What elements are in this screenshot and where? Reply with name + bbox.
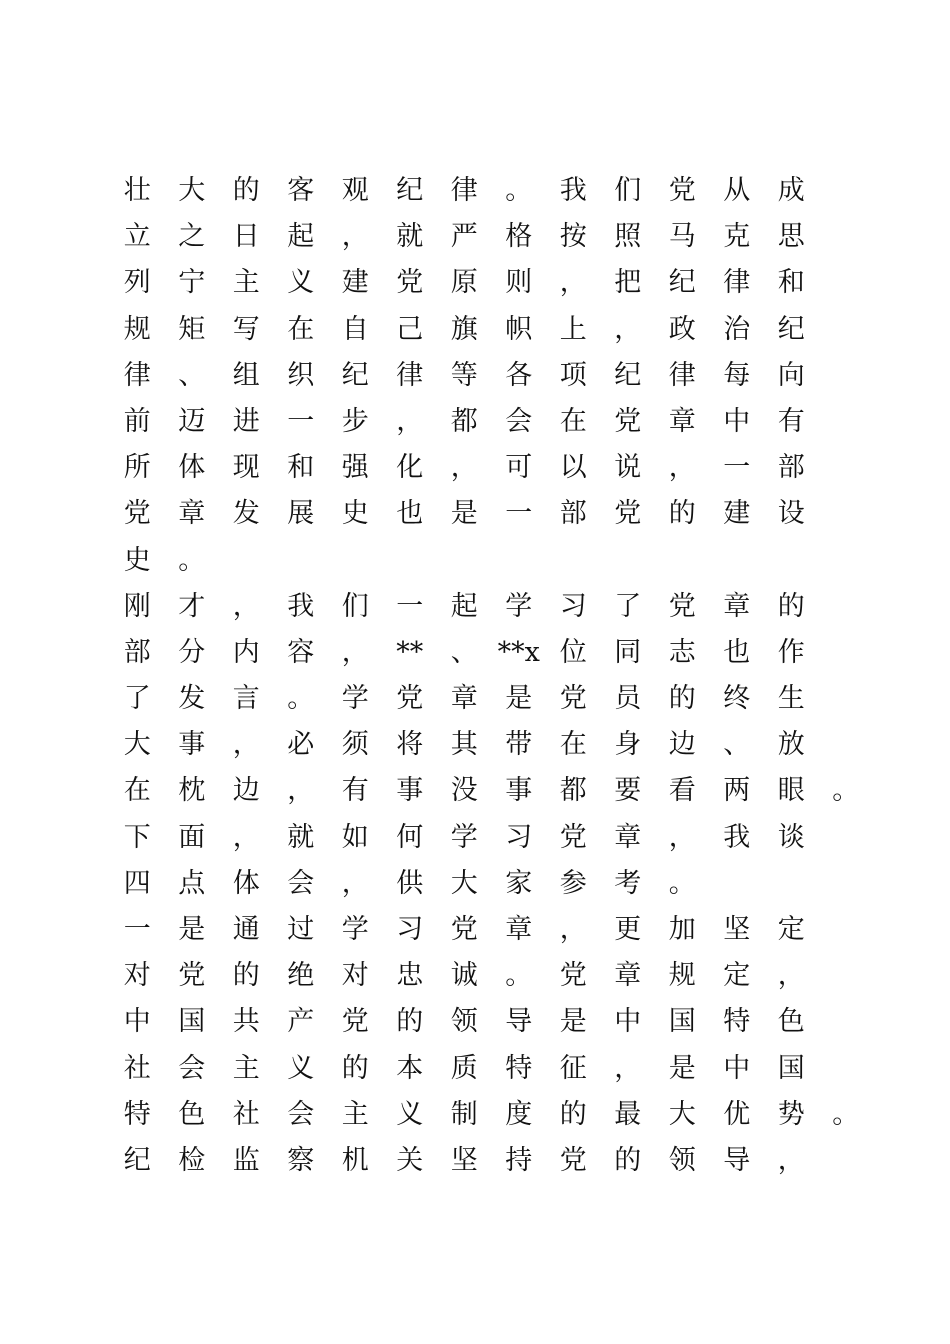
- text-char: 强: [341, 452, 369, 484]
- text-char: 义: [287, 267, 315, 299]
- text-char: 谈: [777, 821, 805, 853]
- text-char: 也: [723, 636, 751, 668]
- text-char: 放: [777, 729, 805, 761]
- text-line: [110, 815, 850, 861]
- text-char: 我: [559, 175, 587, 206]
- text-char: 照: [614, 221, 642, 253]
- text-char: 党: [614, 498, 642, 530]
- text-char: 何: [396, 821, 424, 853]
- text-char: 部: [777, 452, 805, 484]
- text-line: [110, 1046, 850, 1092]
- text-char: 会: [505, 405, 533, 437]
- text-char: ，: [396, 405, 424, 437]
- text-char: 中: [723, 405, 751, 437]
- text-char: 学: [341, 683, 369, 715]
- text-char: 的: [559, 1098, 587, 1130]
- text-char: 就: [396, 221, 424, 253]
- text-char: 四: [123, 867, 151, 899]
- text-char: 领: [668, 1144, 696, 1176]
- text-char: 、: [723, 729, 751, 761]
- text-char: 律: [723, 267, 751, 299]
- text-char: 会: [287, 867, 315, 899]
- text-char: ，: [668, 452, 696, 484]
- text-line: [110, 999, 850, 1045]
- text-char: 纪: [668, 267, 696, 299]
- text-char: 持: [505, 1144, 533, 1176]
- text-char: 终: [723, 683, 751, 715]
- text-char: 。: [505, 175, 533, 206]
- text-char: 起: [450, 590, 478, 622]
- text-char: 位: [559, 636, 587, 668]
- text-char: 纪: [777, 313, 805, 345]
- text-char: 立: [123, 221, 151, 253]
- text-char: 项: [559, 359, 587, 391]
- text-char: 在: [559, 729, 587, 761]
- text-char: 党: [559, 1144, 587, 1176]
- text-char: 的: [341, 1052, 369, 1084]
- text-char: 可: [505, 452, 533, 484]
- text-char: 定: [777, 914, 805, 945]
- text-char: 们: [341, 590, 369, 622]
- text-char: 参: [559, 867, 587, 899]
- text-char: 。: [668, 867, 696, 899]
- body-text: [110, 168, 860, 1184]
- text-char: 将: [396, 729, 424, 761]
- text-char: 把: [614, 267, 642, 299]
- text-char: 都: [450, 405, 478, 437]
- text-char: 史: [123, 544, 151, 576]
- text-char: 马: [668, 221, 696, 253]
- text-char: 有: [777, 405, 805, 437]
- text-char: 按: [559, 221, 587, 253]
- text-char: 义: [396, 1098, 424, 1130]
- text-char: 检: [178, 1144, 206, 1176]
- text-char: 学: [505, 590, 533, 622]
- text-char: 化: [396, 452, 424, 484]
- text-char: 的: [232, 175, 260, 206]
- text-char: 同: [614, 636, 642, 668]
- text-char: 两: [723, 775, 751, 807]
- text-char: ，: [232, 729, 260, 761]
- text-char: 的: [777, 590, 805, 622]
- text-char: 。: [832, 775, 860, 807]
- text-char: 生: [777, 683, 805, 715]
- text-char: 向: [777, 359, 805, 391]
- text-char: 现: [232, 452, 260, 484]
- text-char: 自: [341, 313, 369, 345]
- text-char: 事: [505, 775, 533, 807]
- text-char: 帜: [505, 313, 533, 345]
- text-char: 对: [341, 960, 369, 992]
- text-char: ，: [614, 1052, 642, 1084]
- text-char: 克: [723, 221, 751, 253]
- text-char: 大: [668, 1098, 696, 1130]
- text-char: ，: [287, 775, 315, 807]
- text-char: 国: [668, 1006, 696, 1038]
- text-char: 建: [341, 267, 369, 299]
- text-char: 所: [123, 452, 151, 484]
- text-char: 主: [232, 267, 260, 299]
- text-char: 发: [232, 498, 260, 530]
- text-char: 枕: [178, 775, 206, 807]
- text-char: 从: [723, 175, 751, 206]
- text-char: 织: [287, 359, 315, 391]
- text-char: ，: [559, 267, 587, 299]
- text-char: 习: [559, 590, 587, 622]
- text-char: 加: [668, 914, 696, 945]
- text-char: 党: [450, 914, 478, 945]
- text-char: ，: [777, 1144, 805, 1176]
- text-char: 会: [178, 1052, 206, 1084]
- text-char: 特: [123, 1098, 151, 1130]
- text-char: 势: [777, 1098, 805, 1130]
- text-char: 一: [123, 914, 151, 945]
- text-char: 度: [505, 1098, 533, 1130]
- text-char: 政: [668, 313, 696, 345]
- text-char: 纪: [396, 175, 424, 206]
- text-char: 供: [396, 867, 424, 899]
- text-char: ，: [232, 590, 260, 622]
- text-char: 体: [232, 867, 260, 899]
- text-char: 是: [450, 498, 478, 530]
- text-char: 要: [614, 775, 642, 807]
- text-char: 制: [450, 1098, 478, 1130]
- text-char: 中: [723, 1052, 751, 1084]
- text-char: 点: [178, 867, 206, 899]
- text-char: 本: [396, 1052, 424, 1084]
- text-line: [110, 630, 850, 676]
- text-char: 容: [287, 636, 315, 668]
- text-char: 大: [123, 729, 151, 761]
- text-char: 身: [614, 729, 642, 761]
- text-char: 中: [123, 1006, 151, 1038]
- text-char: 国: [178, 1006, 206, 1038]
- text-char: ，: [450, 452, 478, 484]
- text-char: 在: [559, 405, 587, 437]
- text-char: 考: [614, 867, 642, 899]
- text-char: 展: [287, 498, 315, 530]
- text-char: 征: [559, 1052, 587, 1084]
- text-line: [110, 491, 850, 537]
- text-char: 最: [614, 1098, 642, 1130]
- text-line: [110, 168, 850, 214]
- text-char: 质: [450, 1052, 478, 1084]
- text-char: 习: [505, 821, 533, 853]
- text-char: 、: [178, 359, 206, 391]
- text-char: 社: [123, 1052, 151, 1084]
- text-char: 我: [723, 821, 751, 853]
- text-char: 起: [287, 221, 315, 253]
- text-char: 察: [287, 1144, 315, 1176]
- text-line: [110, 768, 860, 814]
- text-char: 就: [287, 821, 315, 853]
- text-char: 刚: [123, 590, 151, 622]
- text-line: [110, 445, 850, 491]
- text-line: [110, 861, 850, 907]
- text-char: ，: [341, 636, 369, 668]
- text-char: 义: [287, 1052, 315, 1084]
- text-char: ，: [559, 914, 587, 945]
- text-char: 有: [341, 775, 369, 807]
- text-char: 我: [287, 590, 315, 622]
- text-char: 宁: [178, 267, 206, 299]
- text-char: 也: [396, 498, 424, 530]
- text-char: 党: [396, 267, 424, 299]
- text-char: 纪: [123, 1144, 151, 1176]
- text-char: 观: [341, 175, 369, 206]
- text-line: [110, 676, 850, 722]
- text-char: 党: [178, 960, 206, 992]
- text-char: 是: [668, 1052, 696, 1084]
- text-char: 带: [505, 729, 533, 761]
- text-char: 步: [341, 405, 369, 437]
- text-char: 、: [450, 636, 478, 668]
- text-char: 是: [559, 1006, 587, 1038]
- text-char: 导: [505, 1006, 533, 1038]
- text-char: 体: [178, 452, 206, 484]
- text-char: 部: [123, 636, 151, 668]
- text-char: 迈: [178, 405, 206, 437]
- text-char: 。: [505, 960, 533, 992]
- text-char: 国: [777, 1052, 805, 1084]
- text-char: 产: [287, 1006, 315, 1038]
- text-char: 旗: [450, 313, 478, 345]
- text-char: 诚: [450, 960, 478, 992]
- text-line: [110, 214, 850, 260]
- text-char: 边: [232, 775, 260, 807]
- text-char: 色: [777, 1006, 805, 1038]
- text-line: [110, 353, 850, 399]
- text-line: [110, 584, 850, 630]
- text-char: 则: [505, 267, 533, 299]
- text-char: 定: [723, 960, 751, 992]
- text-char: 党: [559, 821, 587, 853]
- text-char: 其: [450, 729, 478, 761]
- text-char: 都: [559, 775, 587, 807]
- text-line: [110, 907, 850, 953]
- text-char: 志: [668, 636, 696, 668]
- text-char: 学: [450, 821, 478, 853]
- text-char: 边: [668, 729, 696, 761]
- text-char: 学: [341, 914, 369, 945]
- text-char: 一: [723, 452, 751, 484]
- text-char: 律: [450, 175, 478, 206]
- text-char: 设: [777, 498, 805, 530]
- text-char: 特: [723, 1006, 751, 1038]
- text-char: 党: [614, 405, 642, 437]
- text-char: 。: [178, 544, 206, 576]
- text-char: 员: [614, 683, 642, 715]
- text-char: 章: [505, 914, 533, 945]
- text-char: 色: [178, 1098, 206, 1130]
- text-char: 没: [450, 775, 478, 807]
- text-char: ，: [341, 867, 369, 899]
- text-char: 大: [178, 175, 206, 206]
- text-char: 事: [396, 775, 424, 807]
- text-char: 进: [232, 405, 260, 437]
- text-char: 通: [232, 914, 260, 945]
- text-char: 章: [723, 590, 751, 622]
- text-char: 前: [123, 405, 151, 437]
- text-char: 规: [668, 960, 696, 992]
- text-char: 机: [341, 1144, 369, 1176]
- text-line: [110, 399, 850, 445]
- text-char: 的: [668, 498, 696, 530]
- text-char: 和: [287, 452, 315, 484]
- text-char: 党: [668, 590, 696, 622]
- text-char: 党: [123, 498, 151, 530]
- text-char: 在: [287, 313, 315, 345]
- text-char: 主: [232, 1052, 260, 1084]
- text-char: ，: [614, 313, 642, 345]
- text-char: 发: [178, 683, 206, 715]
- text-char: 严: [450, 221, 478, 253]
- text-char: 习: [396, 914, 424, 945]
- text-char: 绝: [287, 960, 315, 992]
- text-char: 律: [668, 359, 696, 391]
- text-char: 面: [178, 821, 206, 853]
- text-char: 更: [614, 914, 642, 945]
- text-char: 章: [614, 821, 642, 853]
- text-char: 和: [777, 267, 805, 299]
- text-char: 党: [668, 175, 696, 206]
- text-char: 监: [232, 1144, 260, 1176]
- text-char: 大: [450, 867, 478, 899]
- text-line: [110, 538, 850, 584]
- text-char: 坚: [723, 914, 751, 945]
- text-char: 章: [178, 498, 206, 530]
- text-char: 列: [123, 267, 151, 299]
- text-char: ，: [341, 221, 369, 253]
- text-line: [110, 953, 850, 999]
- text-char: 一: [505, 498, 533, 530]
- text-char: 纪: [614, 359, 642, 391]
- text-char: 写: [232, 313, 260, 345]
- text-char: 思: [777, 221, 805, 253]
- text-char: 纪: [341, 359, 369, 391]
- text-char: 各: [505, 359, 533, 391]
- text-char: 对: [123, 960, 151, 992]
- text-char: 说: [614, 452, 642, 484]
- text-line: [110, 1138, 850, 1184]
- text-char: 律: [123, 359, 151, 391]
- text-char: 。: [287, 683, 315, 715]
- text-char: **x: [497, 636, 540, 668]
- text-char: 史: [341, 498, 369, 530]
- text-char: **: [396, 636, 424, 668]
- text-char: 导: [723, 1144, 751, 1176]
- text-char: 党: [341, 1006, 369, 1038]
- text-char: 会: [287, 1098, 315, 1130]
- text-char: 等: [450, 359, 478, 391]
- text-char: 部: [559, 498, 587, 530]
- text-char: 作: [777, 636, 805, 668]
- text-line: [110, 260, 850, 306]
- text-char: 矩: [178, 313, 206, 345]
- text-char: 中: [614, 1006, 642, 1038]
- text-char: 的: [668, 683, 696, 715]
- text-char: 家: [505, 867, 533, 899]
- text-char: 了: [123, 683, 151, 715]
- text-char: 成: [777, 175, 805, 206]
- text-char: 一: [287, 405, 315, 437]
- text-char: 的: [232, 960, 260, 992]
- text-char: 须: [341, 729, 369, 761]
- text-char: 每: [723, 359, 751, 391]
- text-char: 党: [559, 683, 587, 715]
- text-char: 。: [832, 1098, 860, 1130]
- text-char: 律: [396, 359, 424, 391]
- text-char: 忠: [396, 960, 424, 992]
- text-char: ，: [777, 960, 805, 992]
- text-char: 社: [232, 1098, 260, 1130]
- text-char: 主: [341, 1098, 369, 1130]
- text-char: 眼: [777, 775, 805, 807]
- text-char: 过: [287, 914, 315, 945]
- text-char: 章: [668, 405, 696, 437]
- text-line: [110, 722, 850, 768]
- text-char: 原: [450, 267, 478, 299]
- text-char: 章: [450, 683, 478, 715]
- text-char: 了: [614, 590, 642, 622]
- text-char: 关: [396, 1144, 424, 1176]
- text-char: 的: [396, 1006, 424, 1038]
- text-char: 是: [505, 683, 533, 715]
- text-char: 章: [614, 960, 642, 992]
- text-char: 上: [559, 313, 587, 345]
- text-char: 共: [232, 1006, 260, 1038]
- text-char: 特: [505, 1052, 533, 1084]
- text-char: 治: [723, 313, 751, 345]
- text-char: ，: [232, 821, 260, 853]
- text-char: 己: [396, 313, 424, 345]
- text-char: 必: [287, 729, 315, 761]
- text-char: 建: [723, 498, 751, 530]
- text-char: 在: [123, 775, 151, 807]
- text-char: 是: [178, 914, 206, 945]
- text-char: 之: [178, 221, 206, 253]
- text-char: 日: [232, 221, 260, 253]
- text-char: 一: [396, 590, 424, 622]
- text-char: 坚: [450, 1144, 478, 1176]
- text-char: 壮: [123, 175, 151, 206]
- text-char: 如: [341, 821, 369, 853]
- text-char: 们: [614, 175, 642, 206]
- text-char: 看: [668, 775, 696, 807]
- text-line: [110, 1092, 860, 1138]
- text-char: 优: [723, 1098, 751, 1130]
- text-char: 才: [178, 590, 206, 622]
- text-char: 下: [123, 821, 151, 853]
- text-char: ，: [668, 821, 696, 853]
- text-char: 言: [232, 683, 260, 715]
- text-char: 组: [232, 359, 260, 391]
- text-char: 内: [232, 636, 260, 668]
- text-line: [110, 307, 850, 353]
- text-char: 领: [450, 1006, 478, 1038]
- text-char: 格: [505, 221, 533, 253]
- text-char: 事: [178, 729, 206, 761]
- text-char: 分: [178, 636, 206, 668]
- text-char: 以: [559, 452, 587, 484]
- text-char: 的: [614, 1144, 642, 1176]
- text-char: 党: [396, 683, 424, 715]
- text-char: 党: [559, 960, 587, 992]
- text-char: 规: [123, 313, 151, 345]
- text-char: 客: [287, 175, 315, 206]
